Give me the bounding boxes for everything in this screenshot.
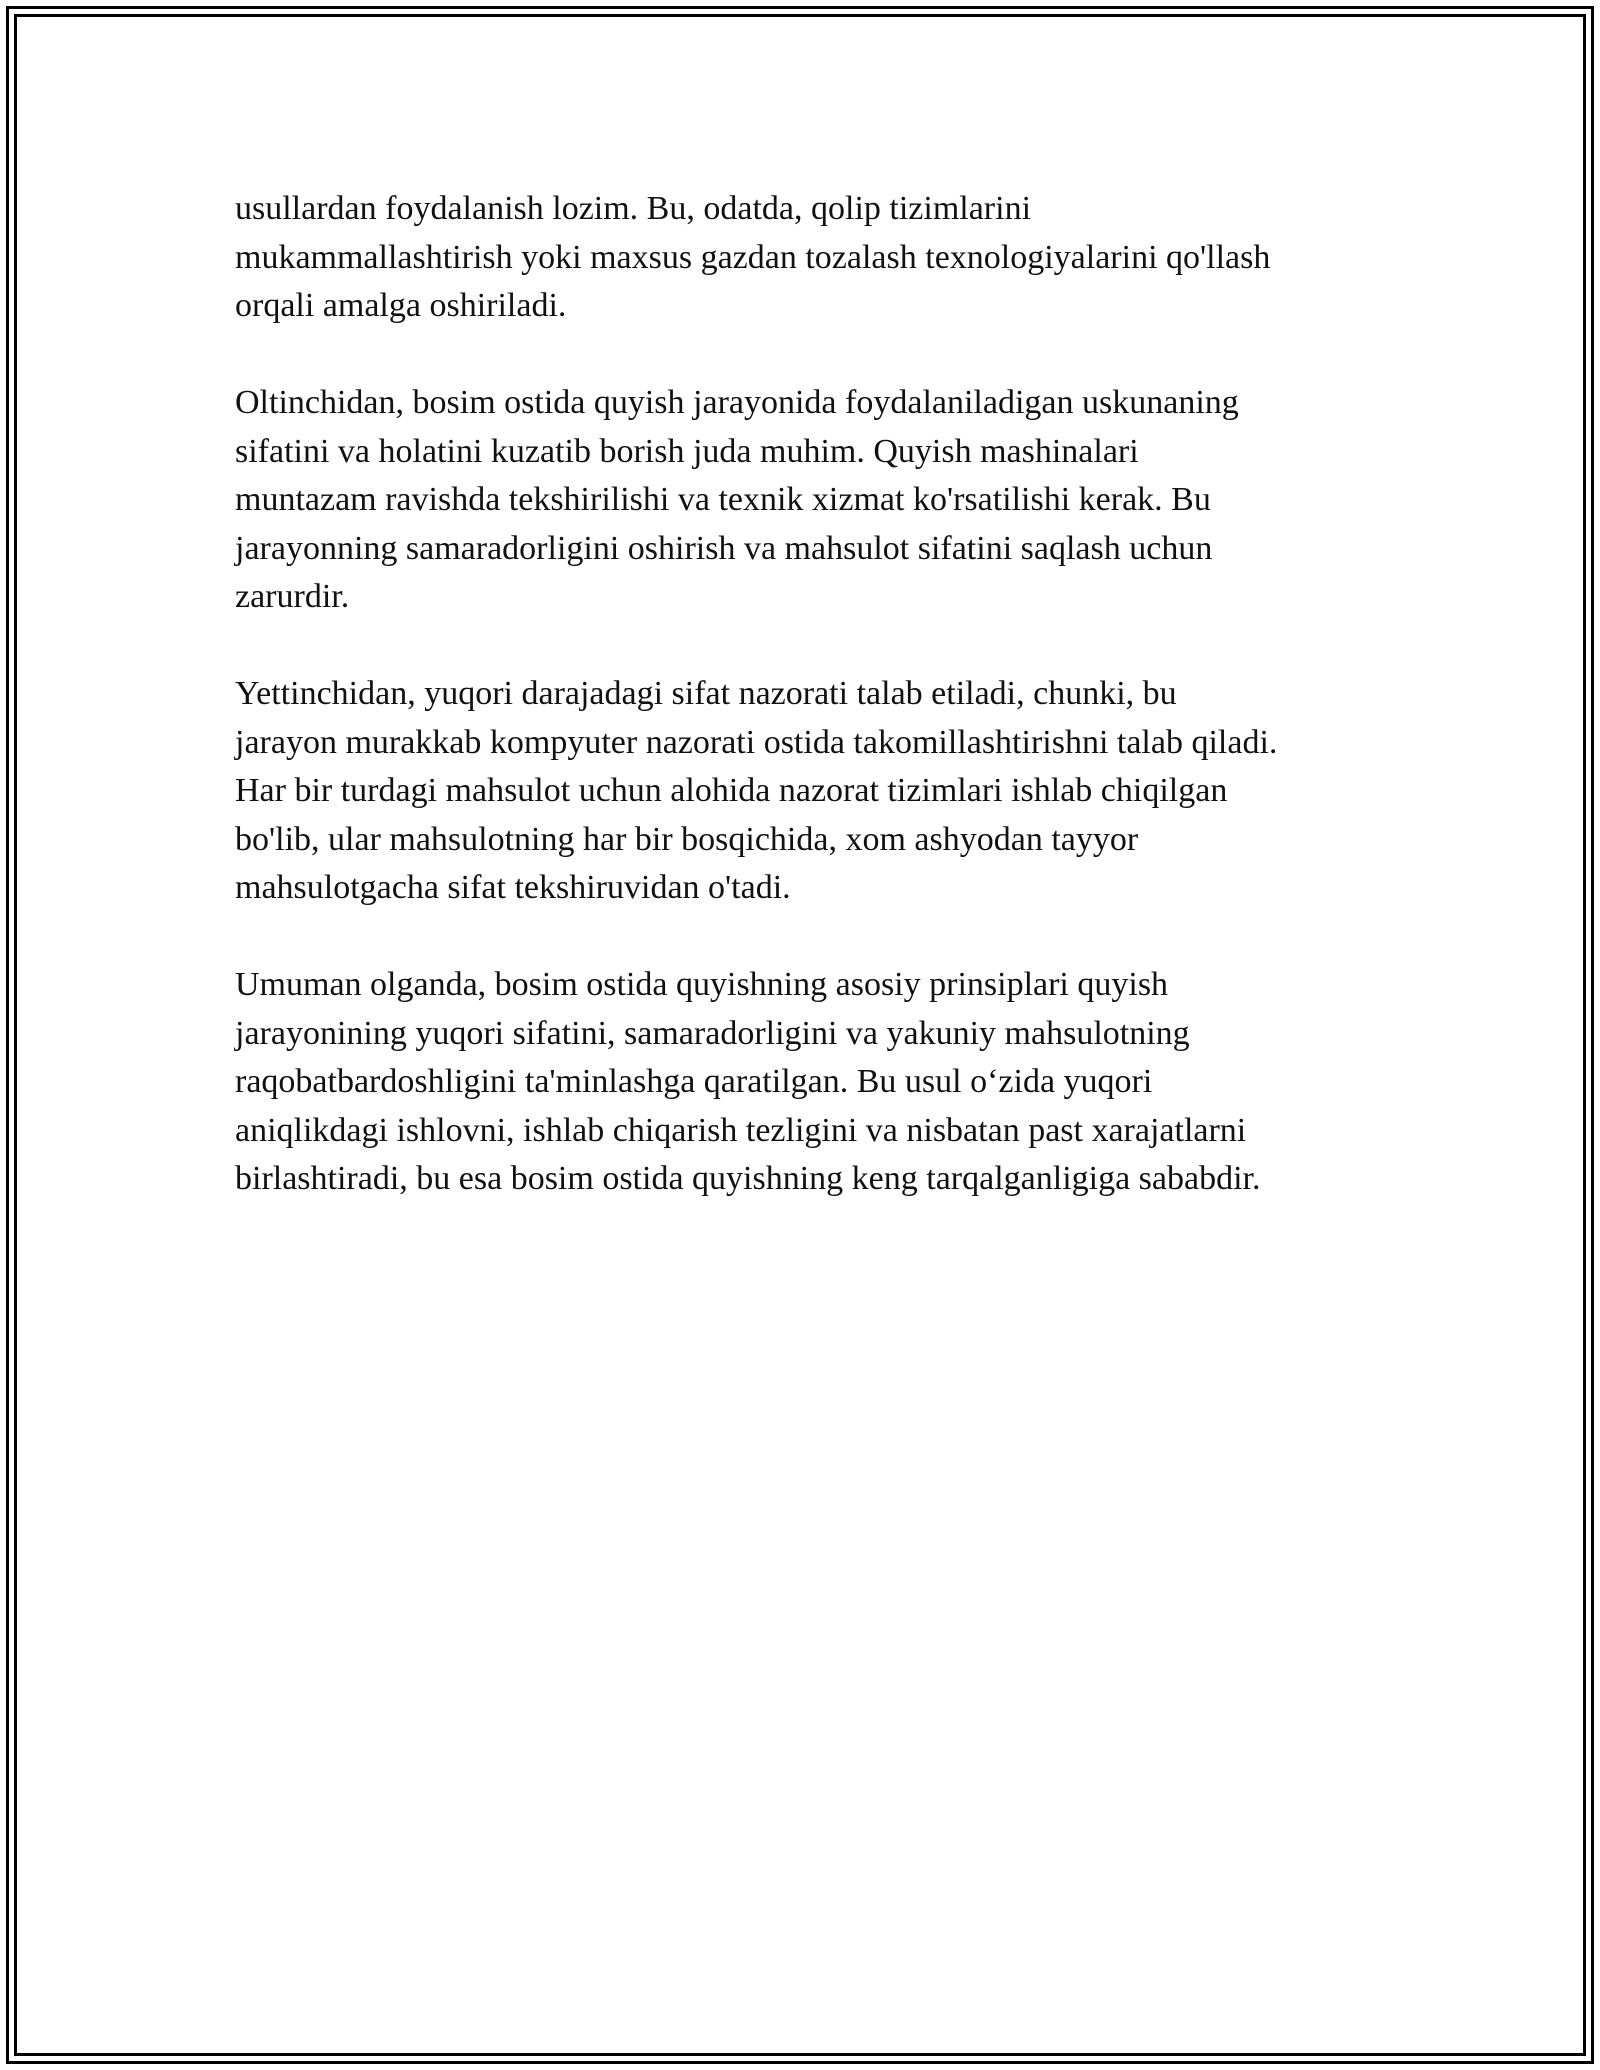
text-line: zarurdir.	[235, 578, 350, 615]
paragraph-1	[235, 185, 1370, 331]
text-line: jarayonning samaradorligini oshirish va mahsulot sifatini saqlash uchun	[235, 529, 1213, 567]
text-line: orqali amalga oshiriladi.	[235, 287, 567, 324]
paragraph-3	[235, 670, 1370, 913]
paragraph-4	[235, 961, 1370, 1204]
text-line: aniqlikdagi ishlovni, ishlab chiqarish tezligini va nisbatan past xarajatlarni	[235, 1111, 1247, 1149]
text-line: mahsulotgacha sifat tekshiruvidan o'tadi.	[235, 869, 791, 906]
text-line: Har bir turdagi mahsulot uchun alohida nazorat tizimlari ishlab chiqilgan	[235, 772, 1228, 809]
text-line: Oltinchidan, bosim ostida quyish jarayonida foydalaniladigan uskunaning	[235, 384, 1239, 421]
document-body	[235, 185, 1370, 1252]
text-line: muntazam ravishda tekshirilishi va texnik xizmat ko'rsatilishi kerak. Bu	[235, 481, 1211, 518]
text-line: usullardan foydalanish lozim. Bu, odatda, qolip tizimlarini	[235, 190, 1032, 227]
paragraph-2	[235, 379, 1370, 622]
text-line: bo'lib, ular mahsulotning har bir bosqichida, xom ashyodan tayyor	[235, 820, 1139, 858]
text-line: Yettinchidan, yuqori darajadagi sifat nazorati talab etiladi, chunki, bu	[235, 675, 1177, 712]
text-line: sifatini va holatini kuzatib borish juda muhim. Quyish mashinalari	[235, 432, 1139, 470]
text-line: jarayonining yuqori sifatini, samaradorligini va yakuniy mahsulotning	[235, 1014, 1190, 1052]
text-line: birlashtiradi, bu esa bosim ostida quyishning keng tarqalganligiga sababdir.	[235, 1160, 1261, 1197]
text-line: Umuman olganda, bosim ostida quyishning asosiy prinsiplari quyish	[235, 966, 1169, 1003]
text-line: raqobatbardoshligini ta'minlashga qaratilgan. Bu usul o‘zida yuqori	[235, 1063, 1153, 1100]
text-line: jarayon murakkab kompyuter nazorati ostida takomillashtirishni talab qiladi.	[235, 723, 1278, 761]
text-line: mukammallashtirish yoki maxsus gazdan tozalash texnologiyalarini qo'llash	[235, 238, 1271, 276]
